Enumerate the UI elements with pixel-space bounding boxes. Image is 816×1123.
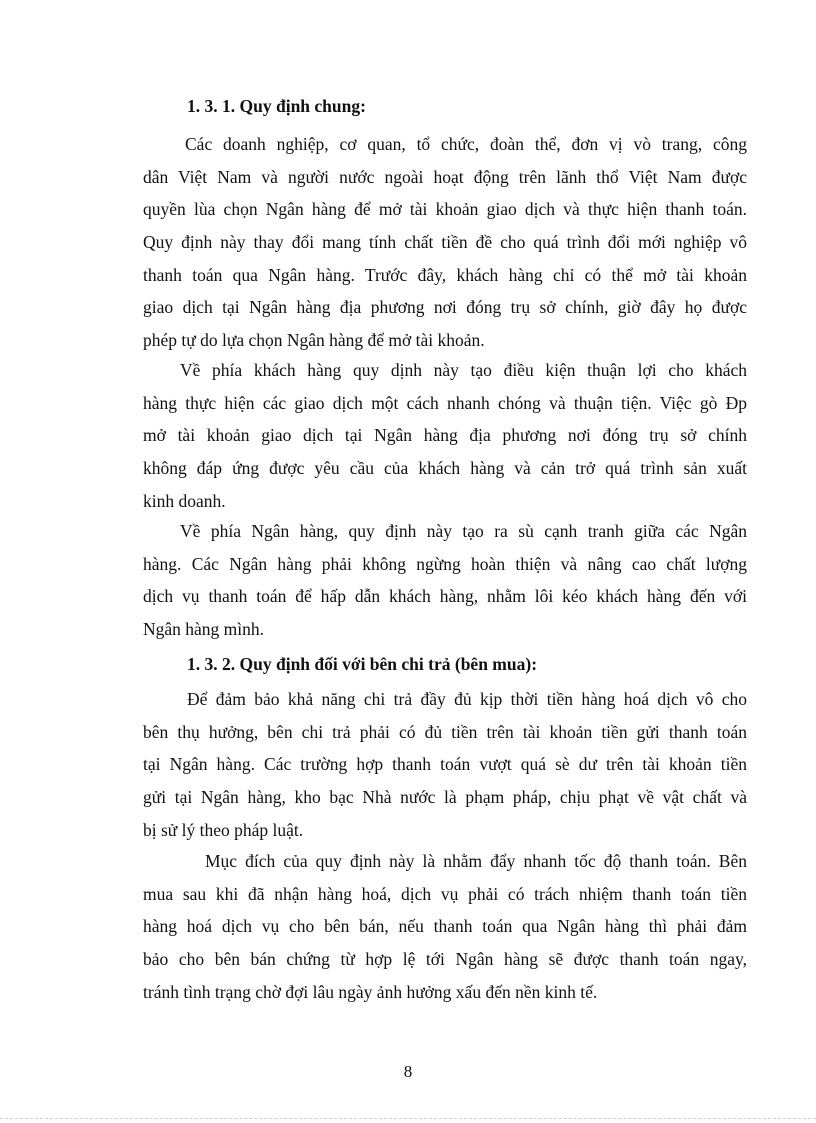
paragraph-bank-side: [143, 515, 747, 646]
text-line: hàng hoá dịch vụ cho bên bán, nếu thanh toán qua Ngân hàng thì phải đảm: [143, 916, 747, 937]
paragraph-customer-side: [143, 354, 747, 517]
text-line: Về phía Ngân hàng, quy định này tạo ra sù cạnh tranh giữa các Ngân: [180, 521, 747, 541]
paragraph-general-rule: [143, 128, 747, 357]
text-line: kinh doanh.: [143, 490, 226, 511]
text-line: dân Việt Nam và người nước ngoài hoạt động trên lãnh thổ Việt Nam được: [143, 166, 747, 187]
text-line: hàng. Các Ngân hàng phải không ngừng hoàn thiện và nâng cao chất lượng: [143, 553, 747, 574]
text-line: dịch vụ thanh toán để hấp dẫn khách hàng, nhằm lôi kéo khách hàng đến với: [143, 586, 747, 607]
text-line: tại Ngân hàng. Các trường hợp thanh toán vượt quá sè dư trên tài khoản tiền: [143, 754, 747, 775]
text-line: thanh toán qua Ngân hàng. Trước đây, khách hàng chỉ có thể mở tài khoản: [143, 264, 747, 285]
text-line: bảo cho bên bán chứng từ hợp lệ tới Ngân hàng sẽ được thanh toán ngay,: [143, 949, 747, 970]
page-number: 8: [403, 1062, 413, 1081]
text-line: bị sử lý theo pháp luật.: [143, 819, 304, 840]
text-line: gửi tại Ngân hàng, kho bạc Nhà nước là phạm pháp, chịu phạt về vật chất và: [143, 787, 747, 808]
text-line: Các doanh nghiệp, cơ quan, tổ chức, đoàn thể, đơn vị vò trang, công: [185, 134, 747, 154]
paragraph-purpose: [143, 845, 747, 1008]
heading-section-1-3-2: 1. 3. 2. Quy định đối với bên chi trả (bên mua):: [187, 654, 538, 674]
page-bottom-divider: [0, 1118, 816, 1119]
text-line: hàng thực hiện các giao dịch một cách nhanh chóng và thuận tiện. Việc gò Ðp: [143, 392, 747, 413]
text-line: không đáp ứng được yêu cầu của khách hàng và cản trở quá trình sản xuất: [143, 458, 747, 479]
text-line: tránh tình trạng chờ đợi lâu ngày ảnh hưởng xấu đến nền kinh tế.: [143, 981, 598, 1002]
text-line: Để đảm bảo khả năng chi trả đầy đủ kịp thời tiền hàng hoá dịch vô cho: [187, 689, 747, 709]
text-line: Mục đích của quy định này là nhằm đẩy nhanh tốc độ thanh toán. Bên: [205, 851, 747, 871]
text-line: Ngân hàng mình.: [143, 619, 265, 640]
text-line: bên thụ hưởng, bên chi trả phải có đủ tiền trên tài khoản tiền gửi thanh toán: [143, 721, 747, 742]
paragraph-payer-rule: [143, 683, 747, 846]
text-line: Quy định này thay đổi mang tính chất tiền đề cho quá trình đổi mới nghiệp vô: [143, 232, 747, 253]
text-line: quyền lùa chọn Ngân hàng để mở tài khoản giao dịch và thực hiện thanh toán.: [143, 199, 747, 220]
text-line: mở tài khoản giao dịch tại Ngân hàng địa phương nơi đóng trụ sở chính: [143, 425, 747, 446]
heading-section-1-3-1: 1. 3. 1. Quy định chung:: [187, 96, 366, 116]
text-line: phép tự do lựa chọn Ngân hàng để mở tài khoản.: [143, 330, 485, 351]
text-line: giao dịch tại Ngân hàng địa phương nơi đóng trụ sở chính, giờ đây họ được: [143, 297, 747, 318]
text-line: mua sau khi đã nhận hàng hoá, dịch vụ phải có trách nhiệm thanh toán tiền: [143, 883, 747, 904]
text-line: Về phía khách hàng quy dịnh này tạo điều kiện thuận lợi cho khách: [180, 360, 747, 380]
